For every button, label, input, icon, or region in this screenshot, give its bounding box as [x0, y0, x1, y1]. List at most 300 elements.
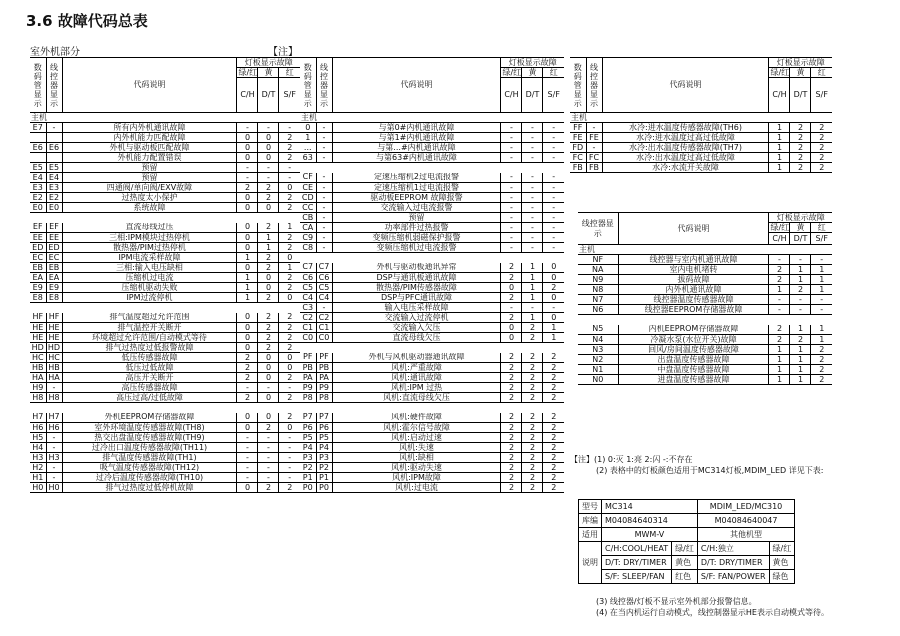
col-header-ch: C/H	[501, 78, 522, 113]
col-header-green-red: 绿/红	[770, 67, 790, 77]
lamp-dt: -	[258, 123, 279, 133]
col-header-red: 红	[285, 67, 294, 77]
lamp-dt: 1	[522, 263, 543, 273]
code-ctrl: P3	[316, 453, 332, 463]
col-header-yellow: 黄	[790, 223, 811, 233]
code-ctrl: H7	[46, 413, 62, 423]
code-tube: E4	[30, 173, 46, 183]
lamp-dt: -	[258, 163, 279, 173]
table-row	[30, 293, 300, 303]
lamp-dt: -	[522, 213, 543, 223]
lamp-sf: 2	[811, 365, 832, 375]
group-gap	[300, 163, 564, 173]
section-label: 主机	[570, 113, 832, 123]
code-desc: 散热器/PIM传感器故障	[332, 283, 501, 293]
lamp-sf: 0	[543, 313, 564, 323]
code-ctrl: C7	[316, 263, 332, 273]
code-desc: 交流输入过电流报警	[332, 203, 501, 213]
code-desc: 交流输入欠压	[332, 323, 501, 333]
code-ctrl: FB	[586, 163, 602, 173]
code-ctrl: HB	[46, 363, 62, 373]
lamp-dt: 0	[258, 413, 279, 423]
lamp-dt: 0	[258, 203, 279, 213]
desc-cell: D/T: DRY/TIMER	[602, 556, 672, 570]
col-header-dt: D/T	[522, 78, 543, 113]
lamp-ch: 2	[501, 473, 522, 483]
lamp-sf: 2	[811, 163, 832, 173]
lamp-dt: -	[522, 123, 543, 133]
model-table	[578, 499, 795, 584]
code-ctrl: E9	[46, 283, 62, 293]
code-ctrl: P4	[316, 443, 332, 453]
code-tube: H5	[30, 433, 46, 443]
code-desc: 三相:IPM模块过热停机	[62, 233, 237, 243]
lamp-dt: 1	[522, 313, 543, 323]
table-row	[300, 323, 564, 333]
code-ctrl: -	[46, 433, 62, 443]
table-row	[300, 473, 564, 483]
code-ctrl: E4	[46, 173, 62, 183]
code-desc: IPM电流采样故障	[62, 253, 237, 263]
lamp-dt: 2	[522, 453, 543, 463]
table-row	[30, 423, 300, 433]
code-tube: HE	[30, 323, 46, 333]
table-row	[300, 193, 564, 203]
lamp-ch: -	[769, 305, 790, 315]
col-header-lamp: 灯板显示故障	[501, 58, 564, 68]
lamp-dt: 2	[258, 323, 279, 333]
lamp-sf: -	[811, 255, 832, 265]
code-tube: C1	[300, 323, 316, 333]
lamp-ch: 0	[237, 263, 258, 273]
table-row	[30, 443, 300, 453]
code-tube: E2	[30, 193, 46, 203]
lamp-ch: 1	[237, 273, 258, 283]
lamp-sf: 1	[279, 223, 300, 233]
code-desc: 环境超过允许范围/自动模式等待	[62, 333, 237, 343]
code-ctrl: H3	[46, 453, 62, 463]
code-ctrl: -	[46, 443, 62, 453]
code-tube: C8	[300, 243, 316, 253]
code-ctrl: FC	[586, 153, 602, 163]
lamp-sf: 2	[279, 203, 300, 213]
code-ctrl: P0	[316, 483, 332, 493]
code-tube: HC	[30, 353, 46, 363]
desc-cell: D/T: DRY/TIMER	[697, 556, 769, 570]
desc-cell: 红色	[672, 570, 698, 584]
code-desc: 压缩机驱动失败	[62, 283, 237, 293]
code-ctrl: P7	[316, 413, 332, 423]
lamp-sf: -	[279, 383, 300, 393]
code-desc: 低压过低故障	[62, 363, 237, 373]
table-row	[300, 483, 564, 493]
code-ctrl: HE	[46, 323, 62, 333]
lamp-ch: 2	[501, 393, 522, 403]
lamp-sf: 0	[279, 183, 300, 193]
section-label: 主机	[300, 113, 564, 123]
table-row	[300, 333, 564, 343]
lamp-ch: 1	[769, 355, 790, 365]
lamp-ch: 2	[501, 273, 522, 283]
col-header-lamp: 灯板显示故障	[237, 58, 300, 68]
lamp-sf: 2	[811, 143, 832, 153]
code-tube: N9	[578, 275, 618, 285]
lamp-sf: -	[543, 143, 564, 153]
code-desc: 风机:硬件故障	[332, 413, 501, 423]
code-desc: 过冷出口温度传感器故障(TH11)	[62, 443, 237, 453]
lamp-dt: -	[522, 303, 543, 313]
apply-label: 适用	[579, 528, 602, 542]
lamp-sf: -	[543, 213, 564, 223]
table-row	[30, 393, 300, 403]
code-tube: EF	[30, 223, 46, 233]
code-tube: ...	[300, 143, 316, 153]
code-tube: N4	[578, 335, 618, 345]
lamp-dt: 2	[522, 353, 543, 363]
lamp-sf: 2	[543, 363, 564, 373]
lamp-sf: 2	[811, 355, 832, 365]
code-ctrl: HC	[46, 353, 62, 363]
lamp-sf: -	[811, 295, 832, 305]
col-header-green-red: 绿/红	[502, 67, 522, 77]
group-gap	[300, 403, 564, 413]
lamp-dt: -	[258, 473, 279, 483]
code-tube: C2	[300, 313, 316, 323]
code-desc: 排气温度传感器故障(TH1)	[62, 453, 237, 463]
code-desc: 水冷:出水温度传感器故障(TH7)	[602, 143, 769, 153]
code-ctrl: -	[46, 473, 62, 483]
table-row	[300, 203, 564, 213]
model-row	[579, 500, 795, 514]
code-ctrl: -	[316, 243, 332, 253]
lamp-dt: 2	[522, 443, 543, 453]
lamp-dt: 1	[790, 365, 811, 375]
code-desc: 吸气温度传感器故障(TH12)	[62, 463, 237, 473]
table-row	[300, 453, 564, 463]
code-tube: P6	[300, 423, 316, 433]
code-desc: 风机:IPM故障	[332, 473, 501, 483]
code-tube: CE	[300, 183, 316, 193]
lamp-sf: -	[279, 163, 300, 173]
lamp-dt: 2	[522, 433, 543, 443]
lamp-ch: 2	[501, 413, 522, 423]
lamp-sf: -	[543, 303, 564, 313]
code-ctrl: -	[316, 153, 332, 163]
code-ctrl: H0	[46, 483, 62, 493]
code-desc: 风机:过电流	[332, 483, 501, 493]
lamp-ch: 0	[237, 313, 258, 323]
lamp-sf: 2	[543, 373, 564, 383]
fault-table-4	[578, 212, 832, 385]
code-ctrl: -	[316, 183, 332, 193]
code-tube: FD	[570, 143, 586, 153]
lamp-sf: 2	[279, 193, 300, 203]
apply-value-1: MWM-V	[602, 528, 698, 542]
col-header-ch: C/H	[769, 78, 790, 113]
table-row	[30, 483, 300, 493]
lamp-dt: 1	[790, 345, 811, 355]
code-ctrl: HA	[46, 373, 62, 383]
lamp-ch: 2	[769, 275, 790, 285]
lamp-sf: 1	[279, 263, 300, 273]
table-row	[578, 375, 832, 385]
code-tube: H0	[30, 483, 46, 493]
lamp-ch: 0	[237, 343, 258, 353]
lamp-ch: 2	[769, 335, 790, 345]
lamp-dt: 2	[522, 473, 543, 483]
lamp-dt: 2	[522, 483, 543, 493]
lamp-dt: 2	[522, 383, 543, 393]
lamp-sf: 2	[279, 153, 300, 163]
code-desc: 输入电压采样故障	[332, 303, 501, 313]
code-tube: E5	[30, 163, 46, 173]
code-tube: P5	[300, 433, 316, 443]
table-row	[300, 423, 564, 433]
table-row	[300, 153, 564, 163]
lamp-ch: 0	[237, 483, 258, 493]
code-desc: 驱动板EEPROM 故障报警	[332, 193, 501, 203]
code-label: 库编	[579, 514, 602, 528]
lamp-dt: 2	[522, 463, 543, 473]
lamp-sf: 0	[279, 423, 300, 433]
lamp-dt: 2	[790, 133, 811, 143]
lamp-ch: 1	[237, 283, 258, 293]
code-ctrl: -	[316, 303, 332, 313]
lamp-sf: -	[543, 133, 564, 143]
lamp-ch: 0	[237, 413, 258, 423]
model-value-2: MDIM_LED/MC310	[697, 500, 794, 514]
code-ctrl: -	[46, 123, 62, 133]
lamp-ch: -	[237, 463, 258, 473]
lamp-dt: 2	[522, 373, 543, 383]
lamp-ch: 0	[237, 143, 258, 153]
code-ctrl: HF	[46, 313, 62, 323]
lamp-ch: 2	[769, 265, 790, 275]
desc-row-1	[579, 542, 795, 556]
lamp-ch: -	[501, 143, 522, 153]
lamp-sf: -	[279, 433, 300, 443]
lamp-dt: 2	[258, 483, 279, 493]
col-header-desc: 代码说明	[618, 213, 769, 245]
lamp-sf: 0	[279, 253, 300, 263]
code-tube: NF	[578, 255, 618, 265]
col-header-desc: 代码说明	[602, 58, 769, 113]
lamp-ch: 2	[501, 443, 522, 453]
lamp-dt: -	[522, 173, 543, 183]
table-row	[30, 223, 300, 233]
table-row	[30, 123, 300, 133]
group-gap	[578, 315, 832, 325]
table-row	[578, 275, 832, 285]
code-desc: 外机与驱动板匹配故障	[62, 143, 237, 153]
lamp-dt: 2	[258, 333, 279, 343]
code-desc: 水冷:出水温度过高过低故障	[602, 153, 769, 163]
code-desc: 水冷:进水温度传感器故障(TH6)	[602, 123, 769, 133]
code-desc: 三相:输入电压缺相	[62, 263, 237, 273]
lamp-sf: 2	[543, 453, 564, 463]
table-row	[30, 283, 300, 293]
note-2: (2) 表格中的灯板颜色适用于MC314灯板,MDIM_LED 详见下表:	[596, 466, 824, 475]
lamp-sf: -	[279, 443, 300, 453]
code-desc: 高压开关断开	[62, 373, 237, 383]
table-row	[578, 305, 832, 315]
table-row	[30, 203, 300, 213]
table-row	[300, 383, 564, 393]
lamp-sf: 0	[279, 353, 300, 363]
lamp-sf: 2	[543, 473, 564, 483]
code-desc: 高压传感器故障	[62, 383, 237, 393]
col-header-dt: D/T	[258, 78, 279, 113]
table-row	[570, 123, 832, 133]
table-row	[300, 233, 564, 243]
code-desc: 线控器与室内机通讯故障	[618, 255, 769, 265]
lamp-ch: -	[501, 213, 522, 223]
code-ctrl: C1	[316, 323, 332, 333]
lamp-dt: 2	[522, 393, 543, 403]
desc-cell: 黄色	[672, 556, 698, 570]
code-tube: N2	[578, 355, 618, 365]
code-desc: 风机:驱动失速	[332, 463, 501, 473]
lamp-sf: 2	[811, 123, 832, 133]
code-tube: E3	[30, 183, 46, 193]
col-header-lamp: 灯板显示故障	[769, 213, 832, 223]
lamp-dt: 2	[258, 423, 279, 433]
code-desc: 变频压缩机弱磁保护报警	[332, 233, 501, 243]
lamp-ch: -	[501, 223, 522, 233]
code-ctrl: C4	[316, 293, 332, 303]
code-desc: 过冷后温度传感器故障(TH10)	[62, 473, 237, 483]
lamp-ch: -	[237, 443, 258, 453]
table-row	[30, 413, 300, 423]
code-tube: FC	[570, 153, 586, 163]
lamp-sf: 2	[279, 313, 300, 323]
page-title: 3.6 故障代码总表	[26, 12, 148, 30]
lamp-ch: -	[501, 303, 522, 313]
table-row	[300, 303, 564, 313]
lamp-sf: 1	[543, 323, 564, 333]
lamp-dt: -	[258, 443, 279, 453]
code-tube: HE	[30, 333, 46, 343]
lamp-dt: 1	[790, 265, 811, 275]
fault-table-1	[30, 57, 300, 493]
code-tube: N6	[578, 305, 618, 315]
col-header-desc: 代码说明	[62, 58, 237, 113]
lamp-sf: 2	[279, 343, 300, 353]
code-ctrl: E3	[46, 183, 62, 193]
lamp-ch: -	[501, 193, 522, 203]
desc-label: 说明	[579, 542, 602, 584]
code-desc: 风机:严重故障	[332, 363, 501, 373]
code-tube: P4	[300, 443, 316, 453]
lamp-sf: 0	[279, 363, 300, 373]
code-ctrl: -	[46, 383, 62, 393]
table-row	[30, 173, 300, 183]
code-tube: PF	[300, 353, 316, 363]
code-tube: N7	[578, 295, 618, 305]
lamp-dt: 1	[522, 283, 543, 293]
code-tube: N0	[578, 375, 618, 385]
table-row	[30, 323, 300, 333]
code-desc: 风机:霍尔信号故障	[332, 423, 501, 433]
code-desc: 回风/房间温度传感器故障	[618, 345, 769, 355]
lamp-dt: -	[522, 233, 543, 243]
code-desc: 室外环境温度传感器故障(TH8)	[62, 423, 237, 433]
code-tube	[30, 153, 46, 163]
table-row	[300, 283, 564, 293]
code-tube: N5	[578, 325, 618, 335]
lamp-sf: 1	[811, 335, 832, 345]
table-row	[30, 233, 300, 243]
lamp-dt: -	[522, 143, 543, 153]
lamp-sf: 2	[543, 383, 564, 393]
lamp-ch: 2	[237, 353, 258, 363]
table-row	[30, 333, 300, 343]
lamp-ch: 1	[769, 153, 790, 163]
lamp-ch: -	[501, 173, 522, 183]
lamp-ch: -	[769, 295, 790, 305]
code-desc: 过热度太小保护	[62, 193, 237, 203]
col-header-ch: C/H	[769, 233, 790, 245]
apply-value-2: 其他机型	[697, 528, 794, 542]
lamp-ch: 2	[501, 453, 522, 463]
lamp-sf: 2	[543, 423, 564, 433]
lamp-ch: 2	[501, 463, 522, 473]
code-ctrl: ED	[46, 243, 62, 253]
lamp-sf: -	[543, 193, 564, 203]
lamp-dt: -	[258, 463, 279, 473]
lamp-sf: -	[543, 153, 564, 163]
lamp-sf: 2	[543, 393, 564, 403]
table-row	[30, 263, 300, 273]
code-ctrl: -	[316, 193, 332, 203]
lamp-sf: -	[543, 243, 564, 253]
code-ctrl: P1	[316, 473, 332, 483]
lamp-ch: 0	[237, 223, 258, 233]
notes-block	[570, 454, 890, 476]
code-desc: 直流母线过压	[62, 223, 237, 233]
group-gap	[300, 253, 564, 263]
col-header-red: 红	[549, 67, 558, 77]
lamp-ch: 1	[769, 133, 790, 143]
lamp-dt: -	[790, 255, 811, 265]
lamp-sf: 2	[543, 483, 564, 493]
desc-cell: 黄色	[769, 556, 795, 570]
lamp-ch: 1	[237, 253, 258, 263]
code-tube: CA	[300, 223, 316, 233]
lamp-dt: 0	[258, 353, 279, 363]
lamp-sf: 1	[543, 333, 564, 343]
code-tube: EE	[30, 233, 46, 243]
code-tube	[30, 133, 46, 143]
desc-row-3	[579, 570, 795, 584]
lamp-dt: 2	[258, 253, 279, 263]
table-row	[30, 453, 300, 463]
code-ctrl: P5	[316, 433, 332, 443]
code-desc: 水冷:进水温度过高过低故障	[602, 133, 769, 143]
code-desc: 交流输入过流停机	[332, 313, 501, 323]
lamp-sf: 1	[811, 325, 832, 335]
code-tube: C4	[300, 293, 316, 303]
table-row	[30, 343, 300, 353]
lamp-dt: 2	[258, 193, 279, 203]
code-ctrl	[46, 133, 62, 143]
col-header-sf: S/F	[279, 78, 300, 113]
code-tube: C9	[300, 233, 316, 243]
lamp-dt: 0	[258, 393, 279, 403]
table-row	[300, 123, 564, 133]
lamp-dt: 1	[522, 273, 543, 283]
lamp-dt: 0	[258, 133, 279, 143]
